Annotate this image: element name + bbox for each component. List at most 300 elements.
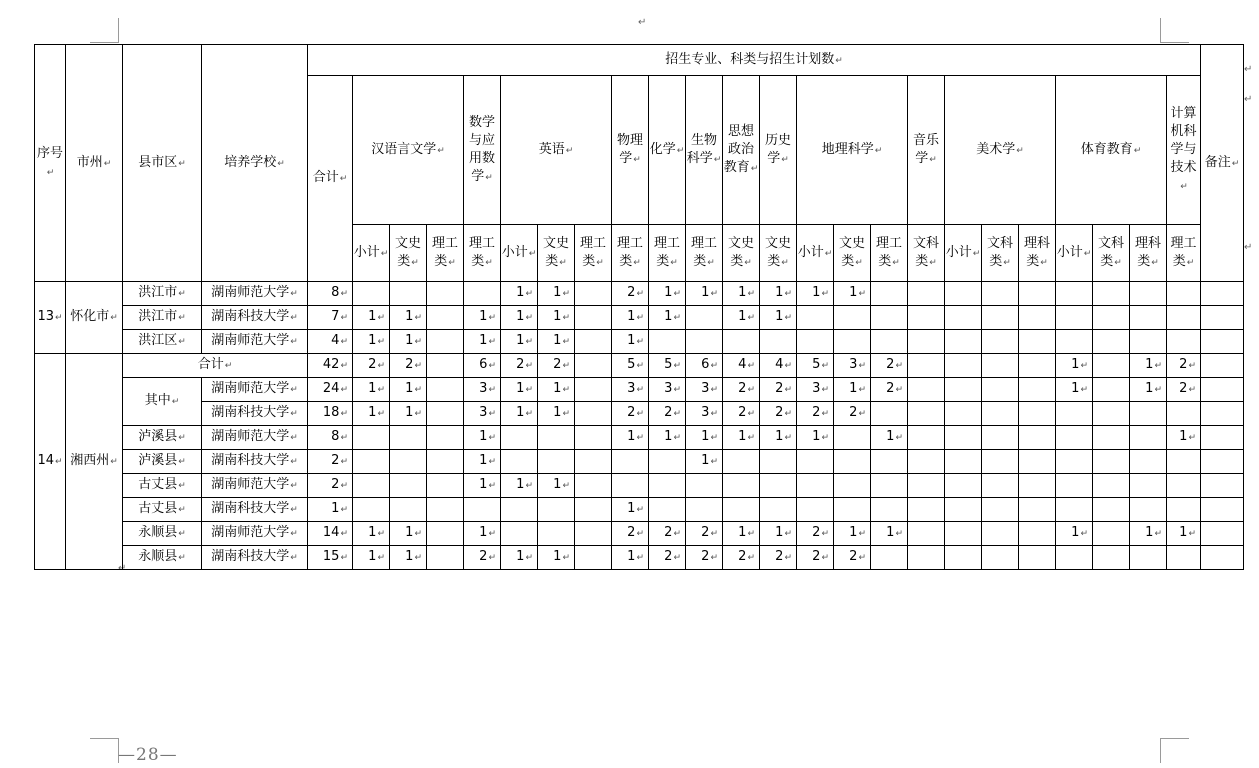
paragraph-mark-icon: ↵: [1244, 242, 1253, 253]
table-row: [35, 306, 1244, 330]
row-seq: 14 ↵: [35, 354, 66, 570]
value-cell: [427, 474, 464, 498]
value-cell: [575, 282, 612, 306]
value-cell: 1 ↵: [464, 330, 501, 354]
value-cell: 1 ↵: [760, 522, 797, 546]
value-cell: [1093, 330, 1130, 354]
category-header: 小计 ↵: [501, 225, 538, 282]
value-cell: [982, 282, 1019, 306]
value-cell: [390, 426, 427, 450]
crop-mark-bottom-left: [90, 738, 119, 763]
value-cell: 2 ↵: [723, 546, 760, 570]
value-cell: [797, 474, 834, 498]
value-cell: [1201, 498, 1244, 522]
value-cell: [1019, 426, 1056, 450]
value-cell: [1201, 330, 1244, 354]
value-cell: [834, 306, 871, 330]
value-cell: 1 ↵: [1130, 354, 1167, 378]
value-cell: [1130, 450, 1167, 474]
value-cell: [1201, 378, 1244, 402]
row-county: 洪江市 ↵: [123, 306, 202, 330]
value-cell: [982, 546, 1019, 570]
value-cell: 1 ↵: [464, 426, 501, 450]
major-header: 计算机科学与技术 ↵: [1167, 76, 1201, 225]
major-header: 物理学 ↵: [612, 76, 649, 225]
value-cell: [1130, 282, 1167, 306]
row-city: 湘西州 ↵: [66, 354, 123, 570]
value-cell: [982, 354, 1019, 378]
value-cell: 1 ↵: [871, 426, 908, 450]
value-cell: [1019, 498, 1056, 522]
value-cell: [1201, 522, 1244, 546]
value-cell: [1093, 546, 1130, 570]
value-cell: 1 ↵: [390, 522, 427, 546]
category-header: 理工类 ↵: [575, 225, 612, 282]
value-cell: [1201, 282, 1244, 306]
value-cell: 3 ↵: [464, 378, 501, 402]
paragraph-mark-icon: ↵: [1244, 64, 1253, 75]
value-cell: [686, 330, 723, 354]
category-header: 文史类 ↵: [723, 225, 760, 282]
value-cell: [1056, 306, 1093, 330]
value-cell: [501, 498, 538, 522]
value-cell: [760, 450, 797, 474]
value-cell: 1 ↵: [797, 282, 834, 306]
value-cell: 3 ↵: [797, 378, 834, 402]
value-cell: 1 ↵: [649, 282, 686, 306]
value-cell: 2 ↵: [871, 354, 908, 378]
header-school: 培养学校 ↵: [202, 45, 308, 282]
value-cell: [760, 474, 797, 498]
value-cell: [760, 330, 797, 354]
table-row: [35, 378, 1244, 402]
enrollment-plan-table: [34, 44, 1244, 570]
value-cell: [649, 474, 686, 498]
value-cell: 2 ↵: [1167, 378, 1201, 402]
value-cell: [908, 546, 945, 570]
header-county: 县市区 ↵: [123, 45, 202, 282]
value-cell: [649, 450, 686, 474]
value-cell: [945, 426, 982, 450]
value-cell: [908, 354, 945, 378]
major-header: 音乐学 ↵: [908, 76, 945, 225]
paragraph-mark-icon: ↵: [1244, 94, 1253, 105]
value-cell: [1201, 426, 1244, 450]
value-cell: [353, 498, 390, 522]
value-cell: [1056, 474, 1093, 498]
value-cell: 2 ↵: [760, 378, 797, 402]
value-cell: [945, 330, 982, 354]
value-cell: 1 ↵: [834, 282, 871, 306]
row-seq: 13 ↵: [35, 282, 66, 354]
row-total: 2 ↵: [308, 474, 353, 498]
value-cell: [575, 474, 612, 498]
value-cell: 1 ↵: [1056, 354, 1093, 378]
value-cell: [723, 474, 760, 498]
value-cell: [1167, 474, 1201, 498]
row-county: 泸溪县 ↵: [123, 450, 202, 474]
value-cell: 1 ↵: [723, 426, 760, 450]
value-cell: 2 ↵: [723, 378, 760, 402]
row-school: 湖南师范大学 ↵: [202, 282, 308, 306]
value-cell: 2 ↵: [686, 522, 723, 546]
value-cell: [834, 426, 871, 450]
value-cell: [1130, 546, 1167, 570]
value-cell: [834, 330, 871, 354]
value-cell: [1019, 330, 1056, 354]
value-cell: [501, 426, 538, 450]
value-cell: [1167, 402, 1201, 426]
value-cell: [1019, 402, 1056, 426]
value-cell: 1 ↵: [1056, 522, 1093, 546]
value-cell: 1 ↵: [686, 426, 723, 450]
value-cell: [1019, 378, 1056, 402]
table-row: [35, 450, 1244, 474]
value-cell: 2 ↵: [649, 522, 686, 546]
table-row: [35, 498, 1244, 522]
row-total: 18 ↵: [308, 402, 353, 426]
value-cell: 1 ↵: [538, 402, 575, 426]
category-header: 文史类 ↵: [834, 225, 871, 282]
value-cell: [1130, 402, 1167, 426]
value-cell: 1 ↵: [353, 306, 390, 330]
value-cell: [945, 378, 982, 402]
value-cell: [649, 498, 686, 522]
header-total: 合计 ↵: [308, 76, 353, 282]
value-cell: 1 ↵: [538, 378, 575, 402]
value-cell: 2 ↵: [612, 282, 649, 306]
table-row: [35, 354, 1244, 378]
value-cell: [1019, 306, 1056, 330]
row-school: 湖南师范大学 ↵: [202, 426, 308, 450]
value-cell: [908, 330, 945, 354]
major-header: 美术学 ↵: [945, 76, 1056, 225]
table-row: [35, 330, 1244, 354]
value-cell: [1093, 474, 1130, 498]
value-cell: [982, 498, 1019, 522]
value-cell: [427, 354, 464, 378]
row-county: 洪江市 ↵: [123, 282, 202, 306]
value-cell: 3 ↵: [686, 402, 723, 426]
value-cell: [945, 450, 982, 474]
value-cell: 5 ↵: [612, 354, 649, 378]
value-cell: 1 ↵: [760, 426, 797, 450]
value-cell: 2 ↵: [649, 402, 686, 426]
value-cell: [834, 450, 871, 474]
value-cell: [1201, 474, 1244, 498]
value-cell: 1 ↵: [501, 546, 538, 570]
value-cell: [982, 402, 1019, 426]
value-cell: [871, 282, 908, 306]
major-header: 思想政治教育 ↵: [723, 76, 760, 225]
value-cell: [982, 450, 1019, 474]
value-cell: [501, 450, 538, 474]
value-cell: 6 ↵: [686, 354, 723, 378]
value-cell: [1130, 498, 1167, 522]
value-cell: 1 ↵: [390, 402, 427, 426]
value-cell: 1 ↵: [649, 306, 686, 330]
value-cell: 2 ↵: [723, 402, 760, 426]
value-cell: [427, 450, 464, 474]
value-cell: [1056, 426, 1093, 450]
category-header: 理科类 ↵: [1130, 225, 1167, 282]
value-cell: [1093, 354, 1130, 378]
paragraph-mark-icon: ↵: [638, 17, 647, 28]
value-cell: [575, 330, 612, 354]
value-cell: [945, 306, 982, 330]
category-header: 理工类 ↵: [464, 225, 501, 282]
value-cell: 1 ↵: [1130, 378, 1167, 402]
value-cell: [908, 450, 945, 474]
value-cell: 1 ↵: [834, 378, 871, 402]
value-cell: [871, 450, 908, 474]
value-cell: [686, 498, 723, 522]
value-cell: [1019, 546, 1056, 570]
header-city: 市州 ↵: [66, 45, 123, 282]
value-cell: [1056, 546, 1093, 570]
row-county: 永顺县 ↵: [123, 546, 202, 570]
value-cell: 2 ↵: [612, 402, 649, 426]
category-header: 理工类 ↵: [427, 225, 464, 282]
category-header: 文科类 ↵: [908, 225, 945, 282]
value-cell: [945, 354, 982, 378]
category-header: 理工类 ↵: [686, 225, 723, 282]
value-cell: [945, 522, 982, 546]
value-cell: [1019, 450, 1056, 474]
value-cell: 1 ↵: [686, 450, 723, 474]
value-cell: [575, 498, 612, 522]
value-cell: 2 ↵: [612, 522, 649, 546]
value-cell: [834, 498, 871, 522]
row-county: 洪江区 ↵: [123, 330, 202, 354]
value-cell: [1201, 450, 1244, 474]
category-header: 理工类 ↵: [612, 225, 649, 282]
value-cell: 1 ↵: [1130, 522, 1167, 546]
value-cell: [1130, 306, 1167, 330]
value-cell: [538, 450, 575, 474]
value-cell: [575, 378, 612, 402]
value-cell: [649, 330, 686, 354]
table-row: [35, 522, 1244, 546]
value-cell: [797, 498, 834, 522]
value-cell: 1 ↵: [538, 330, 575, 354]
value-cell: 1 ↵: [538, 282, 575, 306]
value-cell: [908, 498, 945, 522]
value-cell: [427, 402, 464, 426]
value-cell: 2 ↵: [797, 522, 834, 546]
value-cell: [390, 450, 427, 474]
value-cell: 1 ↵: [871, 522, 908, 546]
value-cell: 1 ↵: [723, 306, 760, 330]
value-cell: [908, 306, 945, 330]
major-header: 生物科学 ↵: [686, 76, 723, 225]
value-cell: 2 ↵: [797, 402, 834, 426]
value-cell: 2 ↵: [464, 546, 501, 570]
value-cell: 2 ↵: [686, 546, 723, 570]
value-cell: [1056, 330, 1093, 354]
value-cell: 1 ↵: [612, 546, 649, 570]
value-cell: 1 ↵: [390, 306, 427, 330]
value-cell: [982, 306, 1019, 330]
value-cell: 4 ↵: [760, 354, 797, 378]
value-cell: [834, 474, 871, 498]
value-cell: [1201, 546, 1244, 570]
category-header: 理工类 ↵: [649, 225, 686, 282]
value-cell: 1 ↵: [760, 282, 797, 306]
value-cell: 3 ↵: [686, 378, 723, 402]
value-cell: 3 ↵: [464, 402, 501, 426]
value-cell: 2 ↵: [353, 354, 390, 378]
page-number: —28—: [118, 745, 178, 765]
value-cell: 1 ↵: [501, 282, 538, 306]
value-cell: [427, 378, 464, 402]
value-cell: [1093, 402, 1130, 426]
category-header: 小计 ↵: [945, 225, 982, 282]
value-cell: [1056, 450, 1093, 474]
major-header: 英语 ↵: [501, 76, 612, 225]
value-cell: 1 ↵: [538, 474, 575, 498]
value-cell: 3 ↵: [649, 378, 686, 402]
value-cell: [1167, 306, 1201, 330]
row-school: 湖南师范大学 ↵: [202, 378, 308, 402]
value-cell: 1 ↵: [538, 306, 575, 330]
value-cell: [427, 282, 464, 306]
value-cell: 3 ↵: [612, 378, 649, 402]
value-cell: [427, 546, 464, 570]
value-cell: 1 ↵: [612, 426, 649, 450]
value-cell: 1 ↵: [612, 498, 649, 522]
value-cell: [390, 474, 427, 498]
row-school: 湖南科技大学 ↵: [202, 450, 308, 474]
value-cell: 1 ↵: [390, 378, 427, 402]
value-cell: [723, 498, 760, 522]
value-cell: [1167, 498, 1201, 522]
value-cell: [1056, 402, 1093, 426]
value-cell: [1019, 282, 1056, 306]
value-cell: [908, 378, 945, 402]
row-total: 2 ↵: [308, 450, 353, 474]
value-cell: [1201, 402, 1244, 426]
category-header: 理工类 ↵: [871, 225, 908, 282]
value-cell: [760, 498, 797, 522]
value-cell: 3 ↵: [834, 354, 871, 378]
value-cell: [1167, 282, 1201, 306]
value-cell: 1 ↵: [649, 426, 686, 450]
crop-mark-top-right: [1160, 18, 1189, 43]
value-cell: [1056, 282, 1093, 306]
value-cell: [945, 498, 982, 522]
value-cell: [1093, 522, 1130, 546]
table-row: [35, 474, 1244, 498]
value-cell: [908, 426, 945, 450]
major-header: 地理科学 ↵: [797, 76, 908, 225]
row-county: 泸溪县 ↵: [123, 426, 202, 450]
value-cell: 6 ↵: [464, 354, 501, 378]
value-cell: [871, 474, 908, 498]
value-cell: 1 ↵: [353, 378, 390, 402]
category-header: 理科类 ↵: [1019, 225, 1056, 282]
major-header: 数学与应用数学 ↵: [464, 76, 501, 225]
table-row: [35, 402, 1244, 426]
value-cell: 2 ↵: [501, 354, 538, 378]
value-cell: 2 ↵: [390, 354, 427, 378]
value-cell: [1093, 378, 1130, 402]
value-cell: [612, 450, 649, 474]
table-row: [35, 282, 1244, 306]
row-school: 湖南师范大学 ↵: [202, 330, 308, 354]
value-cell: 2 ↵: [834, 546, 871, 570]
header-remark: 备注 ↵: [1201, 45, 1244, 282]
row-county: 永顺县 ↵: [123, 522, 202, 546]
category-header: 小计 ↵: [797, 225, 834, 282]
value-cell: [1167, 546, 1201, 570]
value-cell: 1 ↵: [353, 522, 390, 546]
value-cell: 1 ↵: [501, 330, 538, 354]
value-cell: 4 ↵: [723, 354, 760, 378]
major-header: 汉语言文学 ↵: [353, 76, 464, 225]
value-cell: [982, 330, 1019, 354]
value-cell: [1167, 450, 1201, 474]
value-cell: 1 ↵: [538, 546, 575, 570]
row-school: 湖南师范大学 ↵: [202, 474, 308, 498]
value-cell: 1 ↵: [1167, 426, 1201, 450]
value-cell: 1 ↵: [612, 306, 649, 330]
crop-mark-bottom-right: [1160, 738, 1189, 763]
value-cell: [1130, 426, 1167, 450]
value-cell: [353, 426, 390, 450]
value-cell: [982, 378, 1019, 402]
value-cell: [538, 498, 575, 522]
value-cell: 1 ↵: [390, 546, 427, 570]
value-cell: [1093, 306, 1130, 330]
value-cell: [501, 522, 538, 546]
value-cell: 1 ↵: [464, 474, 501, 498]
value-cell: [464, 498, 501, 522]
value-cell: 1 ↵: [464, 522, 501, 546]
value-cell: [612, 474, 649, 498]
value-cell: [1201, 306, 1244, 330]
value-cell: 1 ↵: [464, 450, 501, 474]
category-header: 文科类 ↵: [1093, 225, 1130, 282]
value-cell: [797, 306, 834, 330]
value-cell: [575, 354, 612, 378]
value-cell: [427, 306, 464, 330]
table-row: [35, 546, 1244, 570]
value-cell: [1019, 474, 1056, 498]
sub-label: 其中 ↵: [123, 378, 202, 426]
value-cell: 1 ↵: [353, 402, 390, 426]
value-cell: 2 ↵: [834, 402, 871, 426]
value-cell: 5 ↵: [649, 354, 686, 378]
value-cell: 1 ↵: [723, 522, 760, 546]
crop-mark-top-left: [90, 18, 119, 43]
value-cell: [871, 306, 908, 330]
value-cell: 1 ↵: [834, 522, 871, 546]
value-cell: [908, 402, 945, 426]
value-cell: 1 ↵: [797, 426, 834, 450]
value-cell: 2 ↵: [538, 354, 575, 378]
row-county: 古丈县 ↵: [123, 498, 202, 522]
row-county: 古丈县 ↵: [123, 474, 202, 498]
row-total: 8 ↵: [308, 426, 353, 450]
row-total: 42 ↵: [308, 354, 353, 378]
value-cell: 2 ↵: [871, 378, 908, 402]
value-cell: [575, 522, 612, 546]
row-total: 24 ↵: [308, 378, 353, 402]
value-cell: [427, 426, 464, 450]
value-cell: [982, 474, 1019, 498]
value-cell: 1 ↵: [1056, 378, 1093, 402]
